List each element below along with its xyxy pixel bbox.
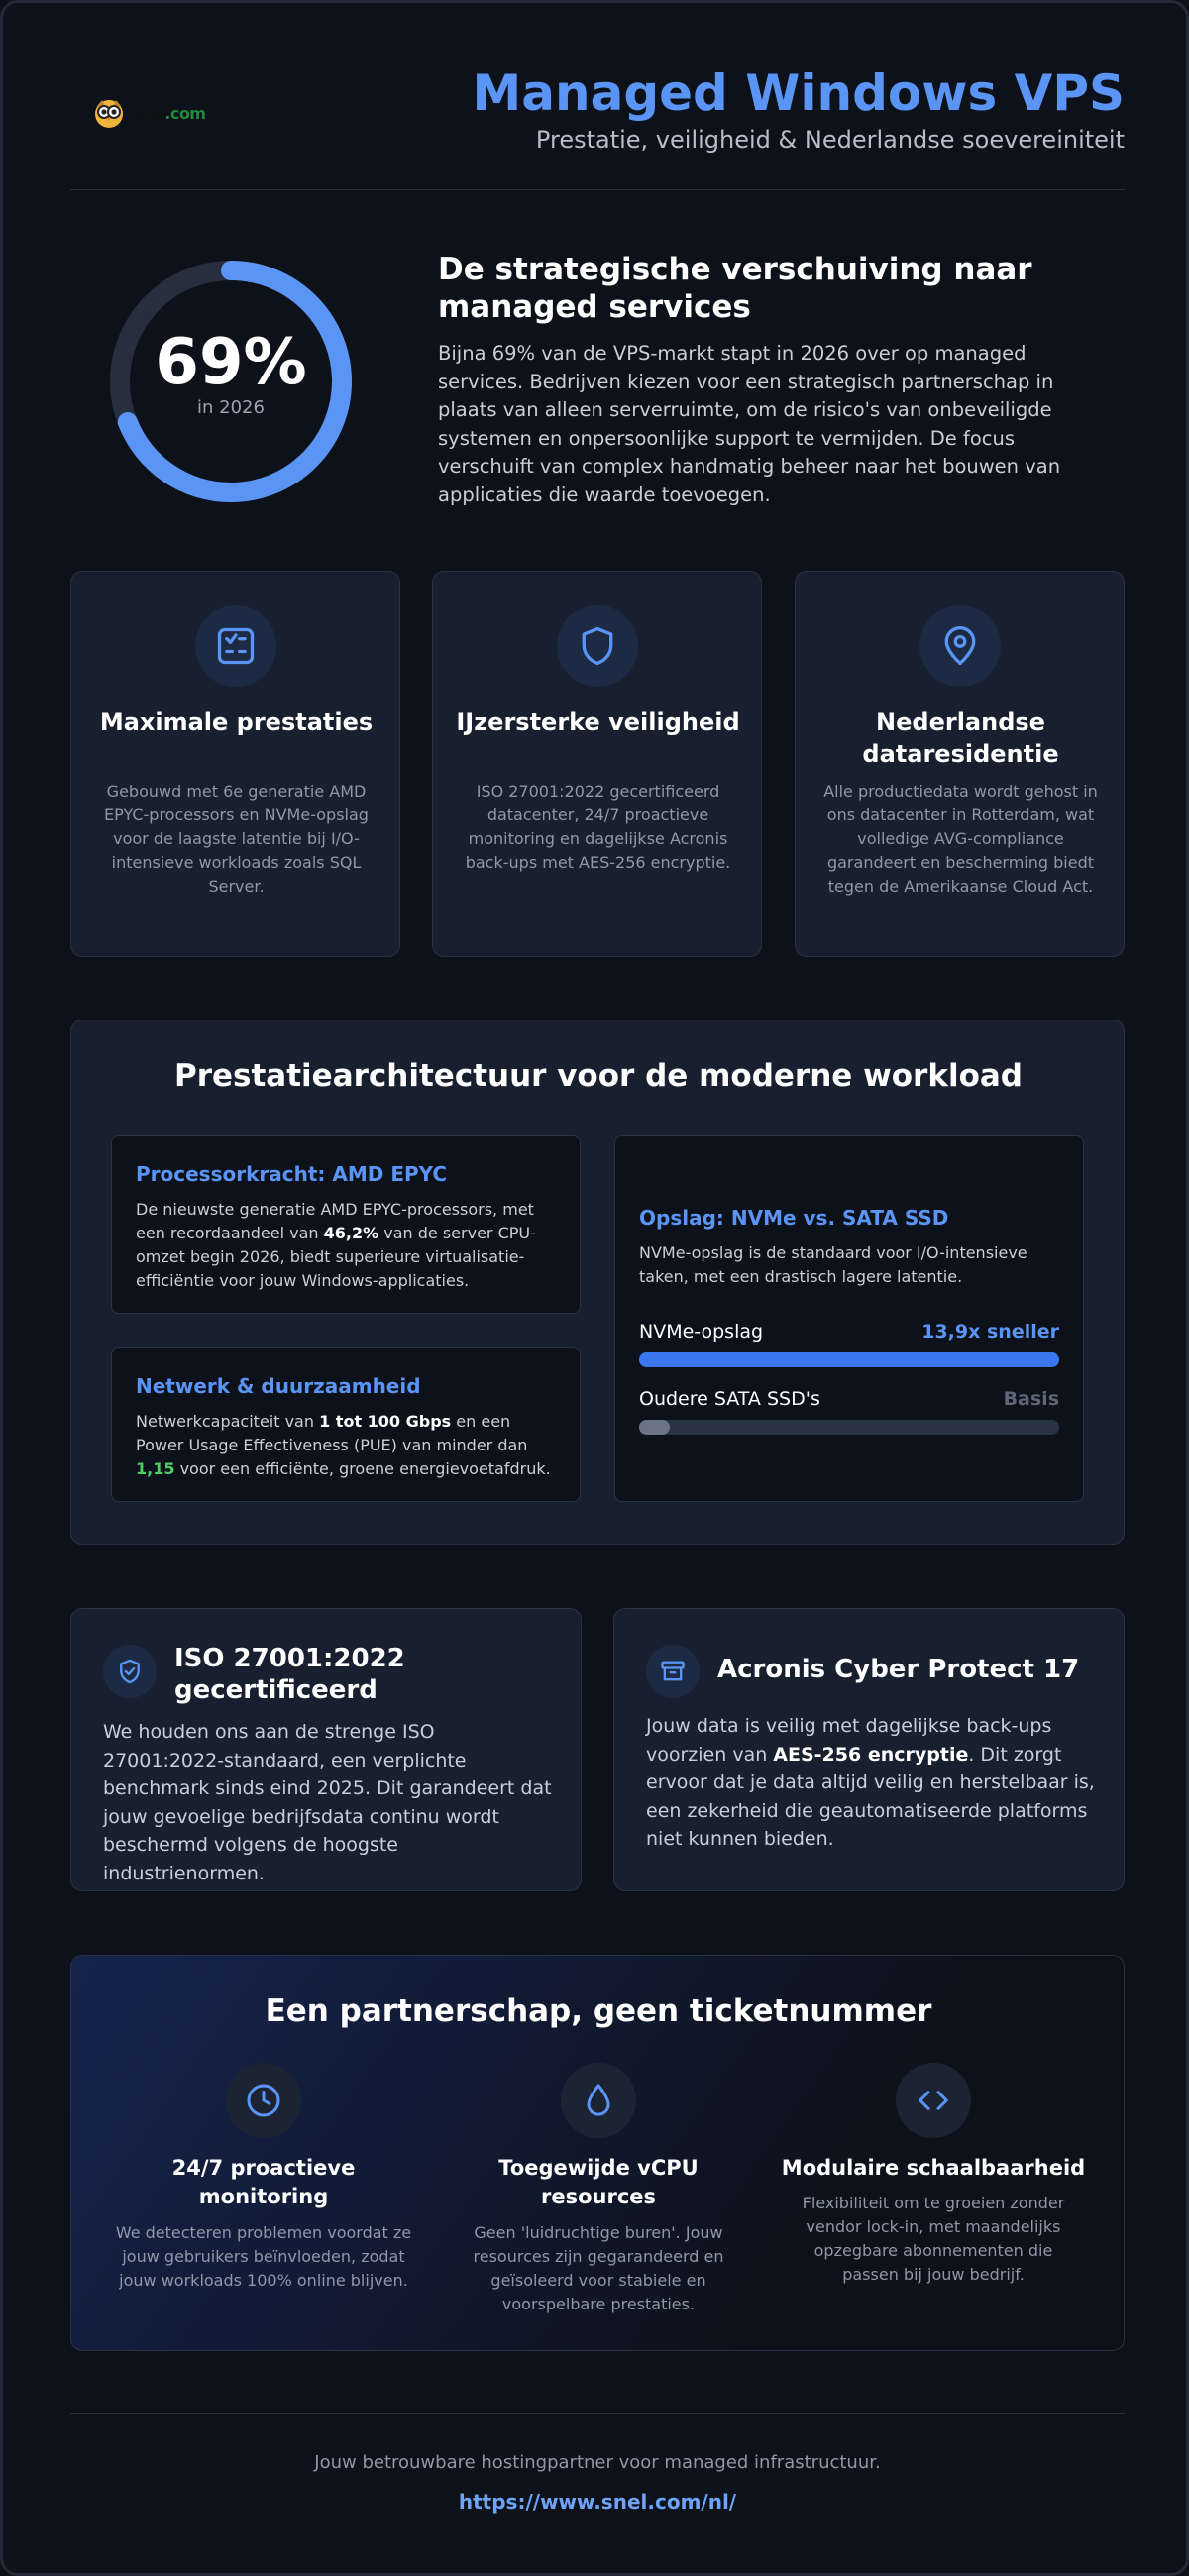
processor-text-part: van de server CPU-omzet begin 2026, biedt superieure virtualisatie-efficiëntie voor jouw Windows-applicaties. — [136, 1224, 536, 1290]
sata-bar-fill — [639, 1420, 670, 1435]
checklist-icon — [195, 605, 276, 687]
nvme-bar-fill — [639, 1352, 1059, 1367]
processor-text-part: De nieuwste generatie AMD EPYC-processors, met een recordaandeel van — [136, 1200, 534, 1242]
brand-logo[interactable] — [92, 96, 205, 130]
feature-title: IJzersterke veiligheid — [456, 708, 740, 736]
partnership-item-scalability — [775, 2063, 1092, 2330]
stat-value: 69% — [155, 326, 307, 399]
partnership-item-desc: Geen 'luidruchtige buren'. Jouw resources zijn gegarandeerd en geïsoleerd voor stabiele en voorspelbare prestaties. — [473, 2223, 724, 2313]
acronis-body — [646, 1712, 1102, 1854]
iso-title: ISO 27001:2022 gecertificeerd — [174, 1644, 405, 1705]
nvme-bar-row — [639, 1321, 1059, 1370]
archive-icon — [646, 1645, 700, 1698]
architecture-title: Prestatiearchitectuur voor de moderne workload — [174, 1058, 1023, 1094]
nvme-bar-tag: 13,9x sneller — [921, 1321, 1059, 1342]
feature-title: Maximale prestaties — [99, 708, 374, 736]
footer — [70, 2442, 1125, 2541]
encryption-highlight: AES-256 encryptie — [773, 1743, 969, 1766]
bandwidth-highlight: 1 tot 100 Gbps — [319, 1412, 452, 1431]
network-text-part: voor een efficiënte, groene energievoetafdruk. — [174, 1459, 551, 1478]
partnership-title: Een partnerschap, geen ticketnummer — [265, 1993, 932, 2029]
feature-description: Gebouwd met 6e generatie AMD EPYC-processors en NVMe-opslag voor de laagste latentie bij I/O-intensieve workloads zoals SQL Server. — [104, 782, 369, 896]
stat-heading: De strategische verschuiving naar managed services — [438, 252, 1032, 325]
header — [70, 64, 1125, 173]
acronis-body-part: . Dit zorgt ervoor dat je data altijd veilig en herstelbaar is, een zekerheid die geautomatiseerde platforms niet kunnen bieden. — [646, 1743, 1095, 1850]
processor-card — [111, 1135, 581, 1314]
footer-website-link[interactable]: https://www.snel.com/nl/ — [458, 2490, 737, 2514]
network-text-part: Netwerkcapaciteit van — [136, 1412, 320, 1431]
partnership-item-desc: We detecteren problemen voordat ze jouw gebruikers beïnvloeden, zodat jouw workloads 100% online blijven. — [115, 2223, 412, 2290]
page-subtitle: Prestatie, veiligheid & Nederlandse soevereiniteit — [535, 126, 1125, 154]
acronis-body-part: Jouw data is veilig met dagelijkse back-ups voorzien van — [646, 1715, 1052, 1766]
iso-body: We houden ons aan de strenge ISO 27001:2022-standaard, een verplichte benchmark sinds eind 2025. Dit garandeert dat jouw gevoelige bedrijfsdata continu wordt beschermd volgens de hoogste industrienormen. — [103, 1721, 552, 1884]
nvme-bar-track — [639, 1352, 1059, 1367]
location-pin-icon — [919, 605, 1001, 687]
header-divider — [70, 189, 1125, 190]
partnership-section — [70, 1955, 1125, 2351]
architecture-panel — [70, 1020, 1125, 1545]
network-heading: Netwerk & duurzaamheid — [136, 1374, 421, 1398]
feature-card-security — [432, 571, 762, 957]
storage-text-block — [639, 1206, 1059, 1289]
feature-cards — [70, 571, 1125, 957]
partnership-item-vcpu — [440, 2063, 757, 2330]
processor-heading: Processorkracht: AMD EPYC — [136, 1162, 448, 1186]
stat-body: Bijna 69% van de VPS-markt stapt in 2026 over op managed services. Bedrijven kiezen voor een strategisch partnerschap in plaats van alleen serverruimte, om de risico's van onbeveiligde systemen en onpersoonlijke support te vermijden. De focus verschuift van complex handmatig beheer naar het bouwen van applicaties die waarde toevoegen. — [438, 342, 1061, 506]
cpu-share-highlight: 46,2% — [323, 1224, 379, 1242]
partnership-item-title: Toegewijde vCPU resources — [498, 2156, 699, 2208]
feature-description: Alle productiedata wordt gehost in ons datacenter in Rotterdam, wat volledige AVG-compliance garandeert en bescherming biedt tegen de Amerikaanse Cloud Act. — [823, 782, 1098, 896]
network-text-part: en een Power Usage Effectiveness (PUE) van minder dan — [136, 1412, 528, 1454]
sata-bar-track — [639, 1420, 1059, 1435]
market-stat-section — [70, 241, 1125, 528]
partnership-item-title: Modulaire schaalbaarheid — [781, 2156, 1086, 2180]
feature-title: Nederlandse dataresidentie — [862, 708, 1059, 768]
logo-suffix: .com — [164, 103, 206, 123]
feature-card-data-residency — [795, 571, 1125, 957]
page-title: Managed Windows VPS — [472, 64, 1125, 122]
shield-check-icon — [103, 1645, 157, 1698]
acronis-title: Acronis Cyber Protect 17 — [717, 1655, 1080, 1684]
footer-tagline: Jouw betrouwbare hostingpartner voor managed infrastructuur. — [314, 2452, 881, 2473]
processor-text — [136, 1198, 556, 1293]
owl-logo-icon — [92, 96, 126, 130]
acronis-card — [613, 1608, 1125, 1891]
code-icon — [896, 2063, 971, 2138]
stat-caption: in 2026 — [197, 397, 265, 418]
footer-divider — [70, 2413, 1125, 2414]
storage-heading: Opslag: NVMe vs. SATA SSD — [639, 1206, 949, 1230]
partnership-item-desc: Flexibiliteit om te groeien zonder vendor lock-in, met maandelijks opzegbare abonnementen die passen bij jouw bedrijf. — [802, 2194, 1065, 2284]
sata-bar-row — [639, 1388, 1059, 1438]
partnership-item-monitoring — [105, 2063, 422, 2330]
shield-icon — [557, 605, 638, 687]
sata-bar-label: Oudere SATA SSD's — [639, 1388, 820, 1410]
iso-card — [70, 1608, 582, 1891]
feature-description: ISO 27001:2022 gecertificeerd datacenter, 24/7 proactieve monitoring en dagelijkse Acronis back-ups met AES-256 encryptie. — [465, 782, 731, 872]
pue-value: 1,15 — [136, 1459, 175, 1478]
partnership-item-title: 24/7 proactieve monitoring — [171, 2156, 356, 2208]
logo-name: snel — [130, 103, 165, 123]
nvme-bar-label: NVMe-opslag — [639, 1321, 764, 1342]
feature-card-performance — [70, 571, 400, 957]
certification-cards — [70, 1608, 1125, 1891]
sata-bar-tag: Basis — [1003, 1388, 1059, 1410]
network-text — [136, 1410, 556, 1481]
clock-icon — [226, 2063, 301, 2138]
logo-wordmark — [130, 104, 205, 123]
storage-text: NVMe-opslag is de standaard voor I/O-intensieve taken, met een drastisch lagere latentie. — [639, 1243, 1027, 1286]
storage-card — [614, 1135, 1084, 1502]
network-card — [111, 1347, 581, 1502]
droplet-icon — [561, 2063, 636, 2138]
